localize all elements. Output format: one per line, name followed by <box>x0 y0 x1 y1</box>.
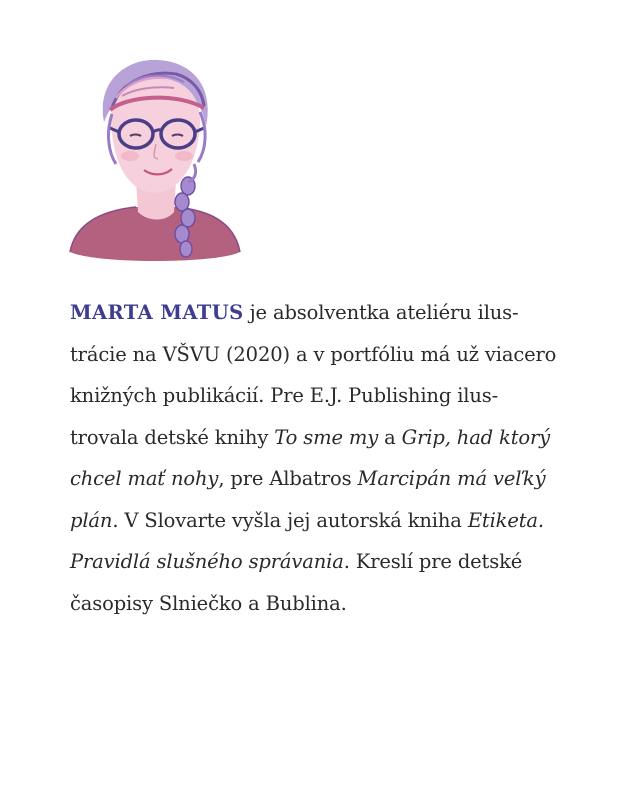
bio-line <box>70 375 590 417</box>
bio-text: . Kreslí pre detské <box>343 550 523 573</box>
book-title: Etiketa. <box>467 508 544 532</box>
bio-text: trovala detské knihy <box>70 425 275 449</box>
bio-line <box>70 334 590 376</box>
book-title: Pravidlá slušného správania <box>70 550 344 573</box>
book-title: Grip, had ktorý <box>401 425 551 449</box>
book-title: To sme my <box>274 425 379 449</box>
bio-text: trácie na VŠVU (2020) a v portfóliu má už viacero <box>70 342 557 366</box>
bio-text: a <box>378 425 402 449</box>
bio-line <box>70 292 590 334</box>
bio-text: , pre Albatros <box>218 467 358 490</box>
bio-line <box>70 417 590 459</box>
bio-line <box>70 583 590 625</box>
bio-text: je absolventka ateliéru ilus- <box>243 301 519 324</box>
book-title: chcel mať nohy <box>70 467 219 490</box>
book-title: plán <box>70 508 113 532</box>
bio-text: knižných publikácií. Pre E.J. Publishing ilus- <box>70 384 499 407</box>
author-portrait-illustration <box>66 52 246 267</box>
book-title: Marcipán má veľký <box>357 467 546 490</box>
bio-line <box>70 458 590 500</box>
bio-text: . V Slovarte vyšla jej autorská kniha <box>112 508 468 532</box>
author-bio-paragraph <box>70 292 590 624</box>
bio-line <box>70 541 590 583</box>
bio-text: časopisy Slniečko a Bublina. <box>70 591 347 615</box>
author-name: MARTA MATUS <box>70 301 244 324</box>
bio-line <box>70 500 590 542</box>
